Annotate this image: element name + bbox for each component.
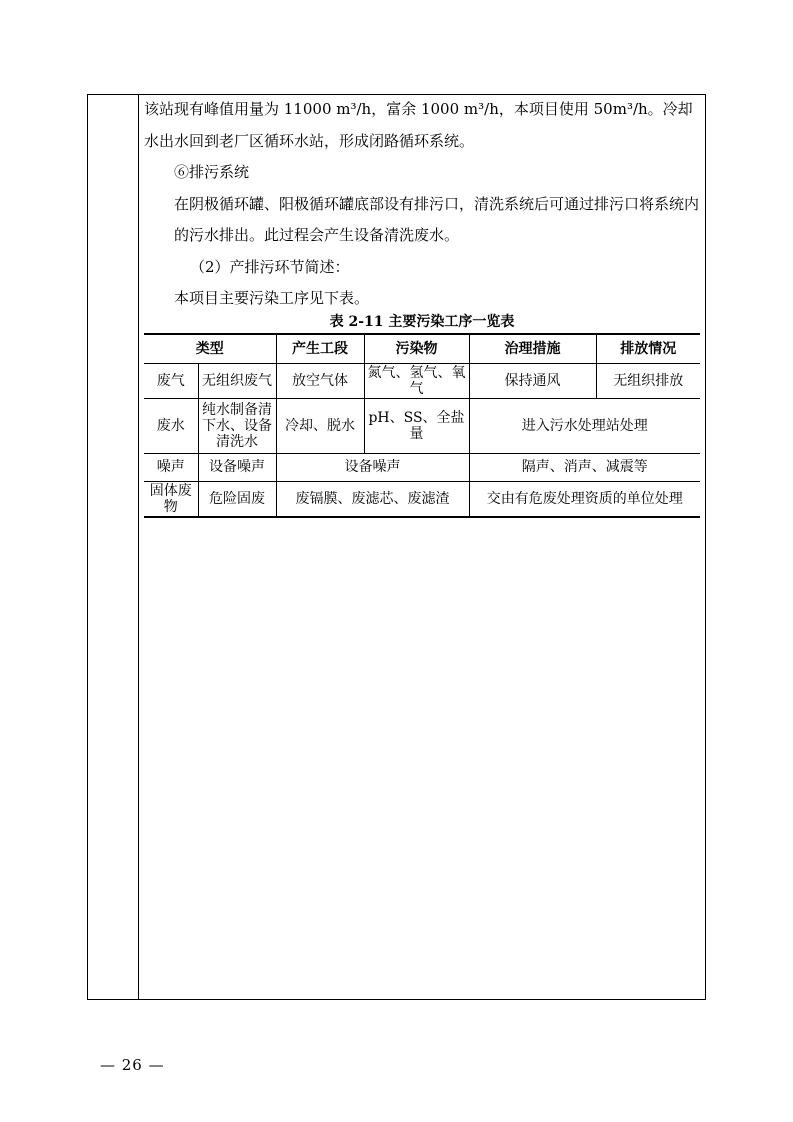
table-cell: 冷却、脱水 [276, 398, 364, 453]
table-cell: 无组织排放 [596, 363, 700, 398]
header-type: 类型 [144, 334, 276, 364]
table-row [144, 481, 700, 517]
table-cell: pH、SS、全盐量 [364, 398, 469, 453]
table-cell: 无组织废气 [198, 363, 276, 398]
table-row [144, 363, 700, 398]
table-cell: 废水 [144, 398, 198, 453]
table-cell: 氮气、氢气、氧气 [364, 363, 469, 398]
table-cell: 设备噪声 [276, 453, 469, 481]
table-header-row [144, 334, 700, 364]
table-row [144, 453, 700, 481]
paragraph-drainage: 在阴极循环罐、阳极循环罐底部设有排污口，清洗系统后可通过排污口将系统内的污水排出。此过程会产生设备清洗废水。 [174, 194, 700, 244]
header-discharge: 排放情况 [596, 334, 700, 364]
heading-pollution-summary: （2）产排污环节简述： [190, 257, 350, 276]
pollution-process-table [144, 333, 700, 518]
table-cell: 危险固废 [198, 481, 276, 517]
table-cell: 废气 [144, 363, 198, 398]
table-cell: 隔声、消声、减震等 [469, 453, 700, 481]
table-cell: 交由有危废处理资质的单位处理 [469, 481, 700, 517]
table-cell: 噪声 [144, 453, 198, 481]
table-row [144, 398, 700, 453]
frame-left-column-divider [138, 94, 139, 1000]
paragraph-table-intro: 本项目主要污染工序见下表。 [174, 289, 370, 307]
table-cell: 纯水制备清下水、设备清洗水 [198, 398, 276, 453]
table-cell: 进入污水处理站处理 [469, 398, 700, 453]
header-pollutant: 污染物 [364, 334, 469, 364]
header-treatment: 治理措施 [469, 334, 596, 364]
page-number: — 26 — [100, 1056, 165, 1074]
table-cell: 固体废物 [144, 481, 198, 517]
heading-drainage-system: ⑥排污系统 [174, 163, 250, 181]
table-cell: 废镉膜、废滤芯、废滤渣 [276, 481, 469, 517]
paragraph-cooling-water: 该站现有峰值用量为 11000 m³/h，富余 1000 m³/h，本项目使用 50m³/h。冷却水出水回到老厂区循环水站，形成闭路循环系统。 [144, 100, 693, 150]
table-caption: 表 2-11 主要污染工序一览表 [329, 313, 515, 330]
table-cell: 设备噪声 [198, 453, 276, 481]
table-cell: 放空气体 [276, 363, 364, 398]
header-stage: 产生工段 [276, 334, 364, 364]
table-cell: 保持通风 [469, 363, 596, 398]
main-content [144, 94, 700, 518]
